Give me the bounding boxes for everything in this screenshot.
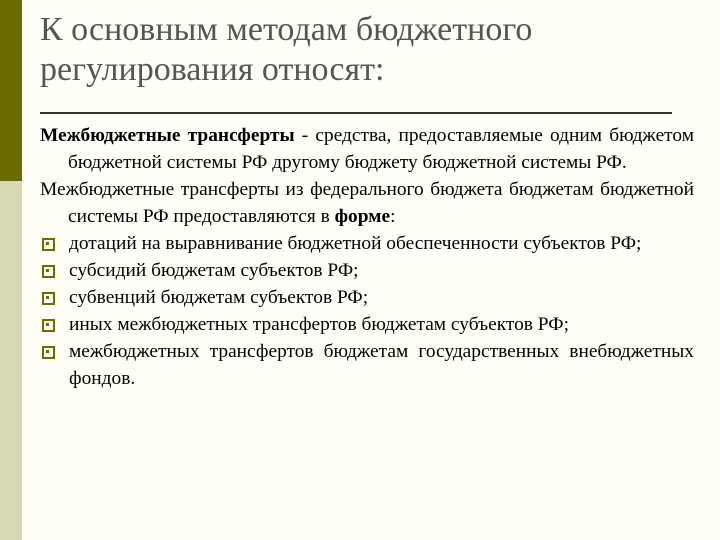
side-accent-bar-bottom <box>0 181 22 540</box>
list-item <box>40 311 694 338</box>
list-item-text: дотаций на выравнивание бюджетной обеспеченности субъектов РФ; <box>69 233 642 254</box>
forms-intro-paragraph <box>40 176 694 230</box>
definition-paragraph <box>40 122 694 176</box>
square-bullet-icon <box>42 346 55 359</box>
square-bullet-icon <box>42 265 55 278</box>
list-item-text: субсидий бюджетам субъектов РФ; <box>69 260 359 281</box>
slide-title: К основным методам бюджетного регулирования относят: <box>40 11 533 88</box>
list-item <box>40 284 694 311</box>
title-divider <box>40 112 672 114</box>
square-bullet-icon <box>42 238 55 251</box>
square-bullet-icon <box>42 292 55 305</box>
list-item-text: иных межбюджетных трансфертов бюджетам субъектов РФ; <box>69 314 569 335</box>
list-item <box>40 230 694 257</box>
list-item <box>40 257 694 284</box>
forms-intro-text: Межбюджетные трансферты из федерального бюджета бюджетам бюджетной системы РФ предоставляются в <box>40 179 694 227</box>
slide-body <box>40 122 694 392</box>
forms-intro-bold: форме <box>334 206 391 227</box>
square-bullet-icon <box>42 319 55 332</box>
list-item-text: субвенций бюджетам субъектов РФ; <box>69 287 369 308</box>
side-accent-bar-top <box>0 0 22 181</box>
transfer-forms-list <box>40 230 694 392</box>
definition-text: - средства, предоставляемые одним бюджетом бюджетной системы РФ другому бюджету бюджетной системы РФ. <box>68 125 694 173</box>
definition-term: Межбюджетные трансферты <box>40 125 295 146</box>
forms-intro-tail: : <box>390 206 396 227</box>
list-item-text: межбюджетных трансфертов бюджетам государственных внебюджетных фондов. <box>69 341 694 389</box>
list-item <box>40 338 694 392</box>
